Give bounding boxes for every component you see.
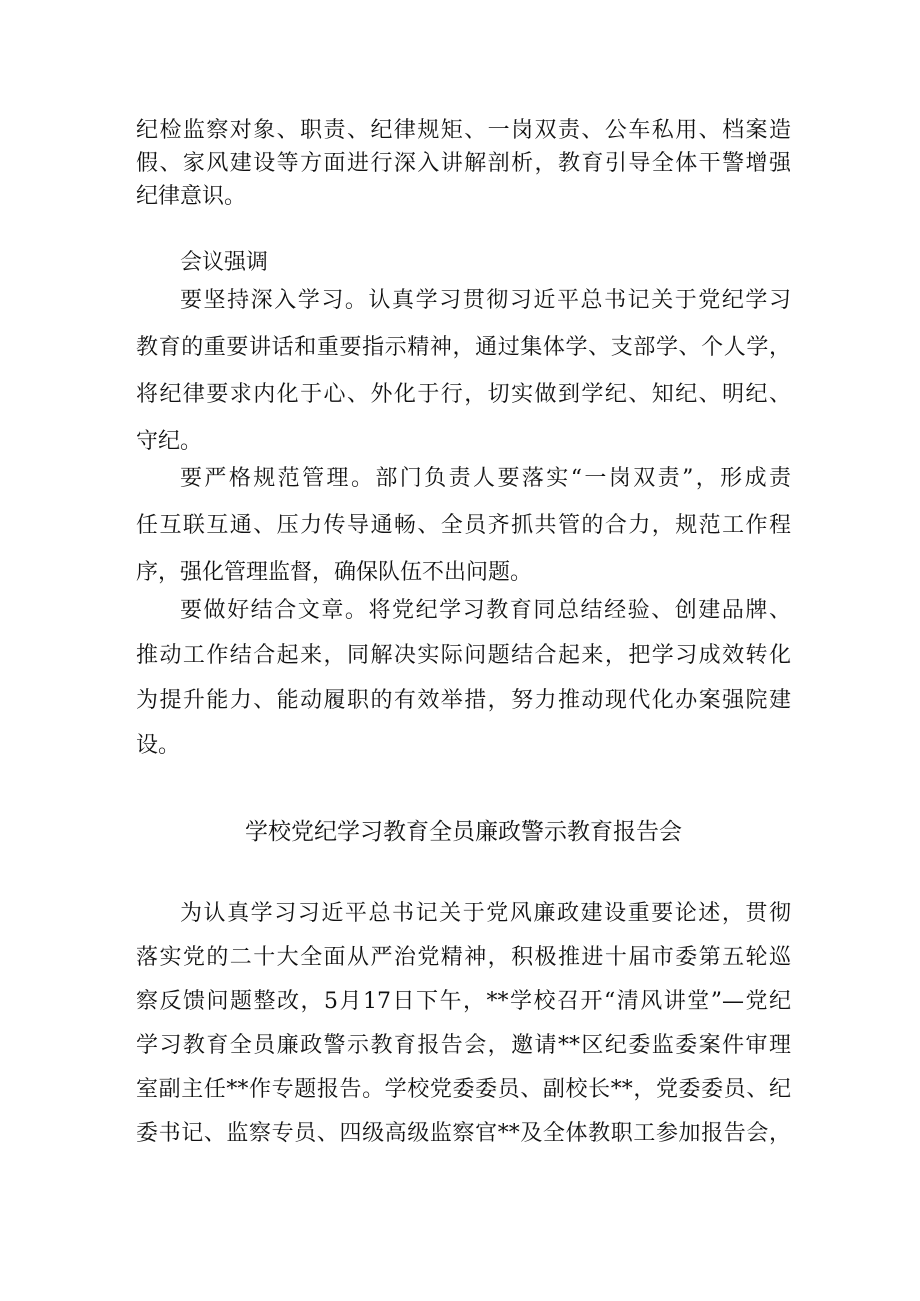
body-line: 将纪律要求内化于心、外化于行，切实做到学纪、知纪、明纪、 bbox=[136, 382, 791, 407]
body-line: 守纪。 bbox=[136, 429, 203, 454]
body-line: 要做好结合文章。将党纪学习教育同总结经验、创建品牌、 bbox=[180, 598, 791, 623]
body-line: 落实党的二十大全面从严治党精神，积极推进十届市委第五轮巡 bbox=[136, 945, 791, 970]
section-2-body bbox=[136, 897, 791, 1150]
body-line: 委书记、监察专员、四级高级监察官**及全体教职工参加报告会， bbox=[136, 1121, 791, 1146]
body-line: 推动工作结合起来，同解决实际问题结合起来，把学习成效转化 bbox=[136, 643, 791, 668]
body-line: 纪律意识。 bbox=[136, 184, 247, 209]
body-line: 要严格规范管理。部门负责人要落实“一岗双责”，形成责 bbox=[180, 466, 791, 491]
body-line: 为认真学习习近平总书记关于党风廉政建设重要论述，贯彻 bbox=[180, 901, 791, 926]
body-line: 教育的重要讲话和重要指示精神，通过集体学、支部学、个人学， bbox=[136, 335, 791, 360]
body-line: 假、家风建设等方面进行深入讲解剖析，教育引导全体干警增强 bbox=[136, 151, 791, 176]
body-line: 室副主任**作专题报告。学校党委委员、副校长**，党委委员、纪 bbox=[136, 1077, 791, 1102]
body-line: 设。 bbox=[136, 733, 181, 758]
body-line: 为提升能力、能动履职的有效举措，努力推动现代化办案强院建 bbox=[136, 688, 791, 713]
body-line: 纪检监察对象、职责、纪律规矩、一岗双责、公车私用、档案造 bbox=[136, 118, 791, 143]
body-line: 会议强调 bbox=[180, 250, 269, 275]
body-line: 任互联互通、压力传导通畅、全员齐抓共管的合力，规范工作程 bbox=[136, 513, 791, 538]
paragraph-combination bbox=[136, 594, 791, 762]
paragraph-study bbox=[136, 284, 791, 458]
body-line: 序，强化管理监督，确保队伍不出问题。 bbox=[136, 560, 533, 585]
body-line: 学习教育全员廉政警示教育报告会，邀请**区纪委监委案件审理 bbox=[136, 1033, 791, 1058]
section-2-title: 学校党纪学习教育全员廉政警示教育报告会 bbox=[245, 819, 682, 845]
subheading-meeting-emphasis bbox=[136, 246, 791, 279]
paragraph-management bbox=[136, 462, 791, 589]
body-line: 察反馈问题整改，5月17日下午，**学校召开“清风讲堂”—党纪 bbox=[136, 989, 791, 1014]
section-1-body bbox=[136, 114, 791, 213]
body-line: 要坚持深入学习。认真学习贯彻习近平总书记关于党纪学习 bbox=[180, 288, 791, 313]
